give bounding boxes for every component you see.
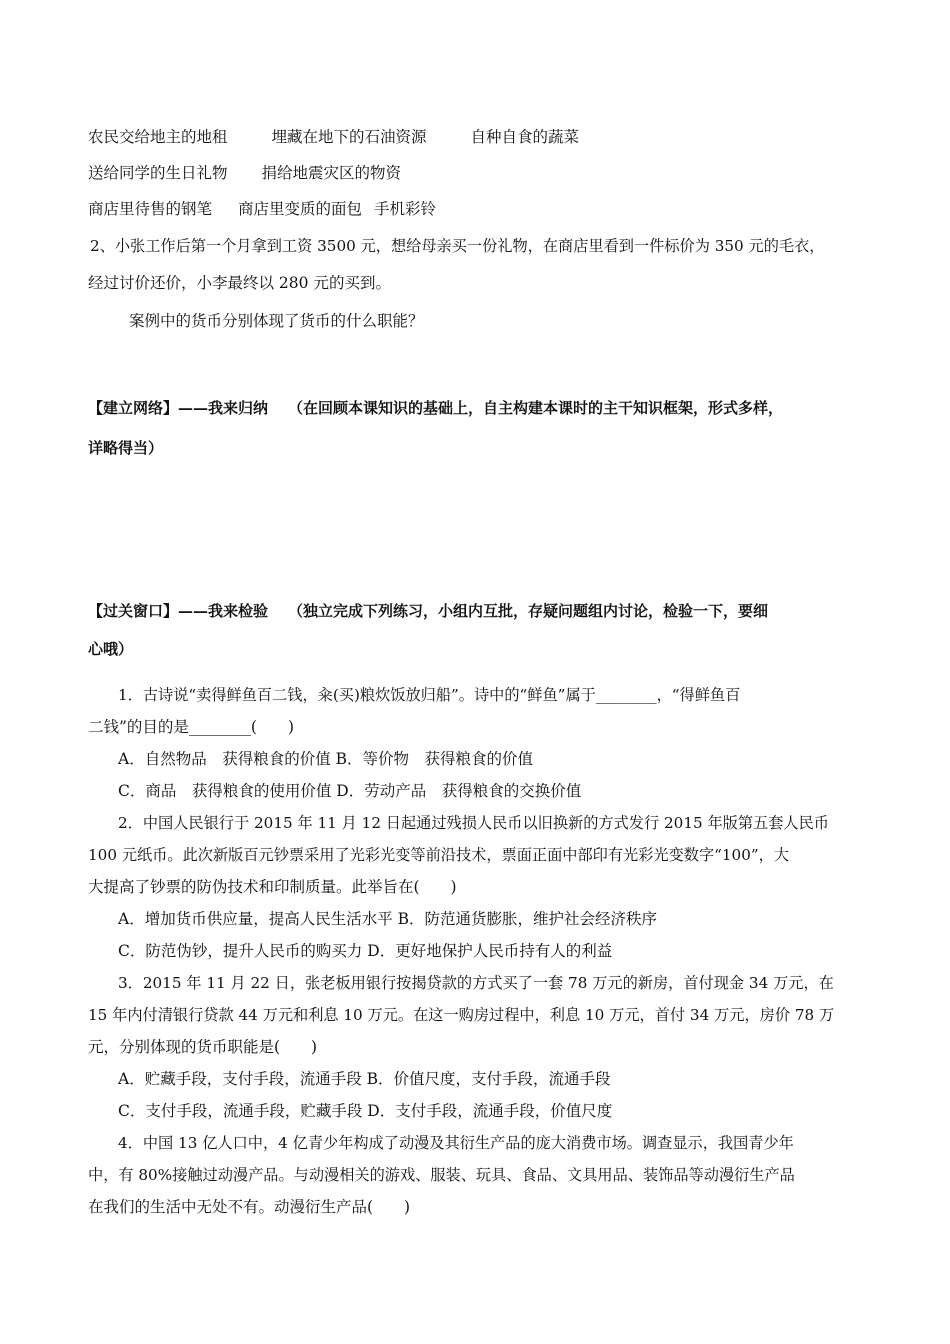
item-text: 商店里待售的钢笔 [88, 200, 213, 218]
exercise-1-line-1: 1．古诗说“卖得鲜鱼百二钱，籴(买)粮炊饭放归船”。诗中的“鲜鱼”属于________，“得鲜鱼百 [118, 686, 741, 704]
exercise-4-line-2: 中，有 80%接触过动漫产品。与动漫相关的游戏、服装、玩具、食品、文具用品、装饰品等动漫衍生产品 [88, 1166, 795, 1184]
question-2-line-1: 2、小张工作后第一个月拿到工资 3500 元，想给母亲买一份礼物，在商店里看到一件标价为 350 元的毛衣， [90, 237, 825, 255]
network-title: 【建立网络】——我来归纳 [88, 399, 269, 417]
checkpoint-title: 【过关窗口】——我来检验 [88, 602, 269, 620]
exercise-4-line-1: 4．中国 13 亿人口中，4 亿青少年构成了动漫及其衍生产品的庞大消费市场。调查显示，我国青少年 [118, 1134, 794, 1152]
item-text: 商店里变质的面包 [238, 200, 363, 218]
checkpoint-note-line-2: 心哦） [88, 640, 134, 658]
exercise-3-option-cd: C．支付手段，流通手段，贮藏手段 D．支付手段，流通手段，价值尺度 [118, 1102, 613, 1120]
item-text: 农民交给地主的地租 [88, 128, 228, 146]
checkpoint-note: （独立完成下列练习，小组内互批，存疑问题组内讨论，检验一下，要细 [288, 602, 769, 620]
checkpoint-heading [88, 601, 768, 621]
item-row-1 [88, 127, 579, 147]
exercise-4-line-3: 在我们的生活中无处不有。动漫衍生产品( ) [88, 1198, 411, 1216]
question-2-line-2: 经过讨价还价，小李最终以 280 元的买到。 [88, 274, 391, 292]
exercise-2-option-cd: C．防范伪钞，提升人民币的购买力 D．更好地保护人民币持有人的利益 [118, 942, 613, 960]
network-heading [88, 398, 783, 418]
item-text: 埋藏在地下的石油资源 [271, 128, 427, 146]
exercise-2-option-ab: A．增加货币供应量，提高人民生活水平 B．防范通货膨胀，维护社会经济秩序 [118, 910, 658, 928]
question-2-ask: 案例中的货币分别体现了货币的什么职能？ [129, 312, 424, 330]
exercise-3-line-3: 元，分别体现的货币职能是( ) [88, 1038, 318, 1056]
item-text: 自种自食的蔬菜 [470, 128, 580, 146]
exercise-3-line-1: 3．2015 年 11 月 22 日，张老板用银行按揭贷款的方式买了一套 78 万元的新房，首付现金 34 万元，在 [118, 974, 834, 992]
network-note: （在回顾本课知识的基础上，自主构建本课时的主干知识框架，形式多样， [288, 399, 784, 417]
exercise-2-line-1: 2．中国人民银行于 2015 年 11 月 12 日起通过残损人民币以旧换新的方式发行 2015 年版第五套人民币 [118, 814, 829, 832]
exercise-2-line-2: 100 元纸币。此次新版百元钞票采用了光彩光变等前沿技术，票面正面中部印有光彩光变数字“100”，大 [88, 846, 790, 864]
exercise-3-option-ab: A．贮藏手段，支付手段，流通手段 B．价值尺度，支付手段，流通手段 [118, 1070, 611, 1088]
exercise-1-line-2: 二钱”的目的是________( ) [88, 718, 295, 736]
item-text: 捐给地震灾区的物资 [261, 164, 402, 182]
item-text: 送给同学的生日礼物 [88, 164, 228, 182]
network-note-line-2: 详略得当） [88, 439, 164, 457]
exercise-2-line-3: 大提高了钞票的防伪技术和印制质量。此举旨在( ) [88, 878, 457, 896]
exercise-1-option-ab: A．自然物品 获得粮食的价值 B．等价物 获得粮食的价值 [118, 750, 534, 768]
item-text: 手机彩铃 [374, 200, 437, 218]
exercise-1-option-cd: C．商品 获得粮食的使用价值 D．劳动产品 获得粮食的交换价值 [118, 782, 582, 800]
item-row-2 [88, 163, 401, 183]
item-row-3 [88, 199, 436, 219]
exercise-3-line-2: 15 年内付清银行贷款 44 万元和利息 10 万元。在这一购房过程中，利息 10 万元，首付 34 万元，房价 78 万 [88, 1006, 835, 1024]
